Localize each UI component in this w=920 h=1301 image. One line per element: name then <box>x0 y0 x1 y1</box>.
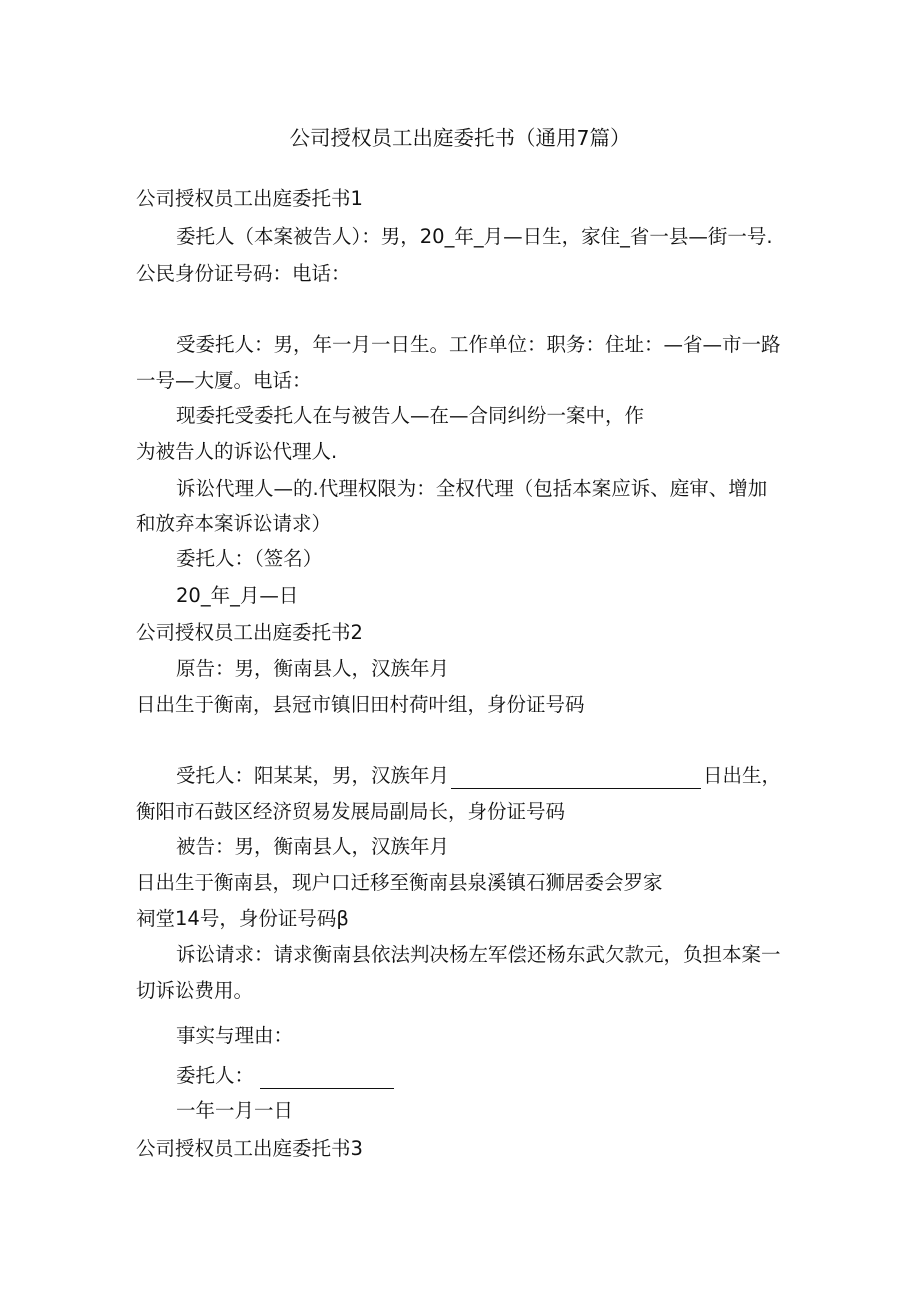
paragraph-line <box>176 763 781 789</box>
signature-line: 委托人：（签名） <box>176 547 323 570</box>
paragraph-line: 诉讼请求：请求衡南县依法判决杨左军偿还杨东武欠款元，负担本案一 <box>176 943 781 966</box>
section-heading-1: 公司授权员工出庭委托书1 <box>136 187 363 210</box>
paragraph-line: 祠堂14号，身份证号码β <box>136 907 349 930</box>
paragraph-line: 委托人（本案被告人）：男，20_年_月—日生，家住_省一县—街一号. <box>176 225 773 248</box>
section-heading-3: 公司授权员工出庭委托书3 <box>136 1137 363 1160</box>
paragraph-line: 现委托受委托人在与被告人—在—合同纠纷一案中，作 <box>176 404 645 427</box>
paragraph-line: 被告：男，衡南县人，汉族年月 <box>176 835 450 858</box>
paragraph-line: 受委托人：男，年一月一日生。工作单位：职务：住址：—省—市一路 <box>176 333 781 356</box>
date-line: 一年一月一日 <box>176 1099 294 1122</box>
paragraph-line: 日出生于衡南县，现户口迁移至衡南县泉溪镇石狮居委会罗家 <box>136 871 663 894</box>
blank-underline <box>451 768 701 789</box>
paragraph-line: 日出生于衡南，县冠市镇旧田村荷叶组，身份证号码 <box>136 693 585 716</box>
paragraph-text: 委托人： <box>176 1064 255 1087</box>
paragraph-text: 日出生， <box>703 764 782 787</box>
section-heading-2: 公司授权员工出庭委托书2 <box>136 621 363 644</box>
paragraph-line: 和放弃本案诉讼请求） <box>136 512 332 535</box>
paragraph-line: 原告：男，衡南县人，汉族年月 <box>176 657 450 680</box>
signature-blank <box>260 1068 394 1089</box>
paragraph-line: 公民身份证号码：电话： <box>136 262 351 285</box>
signature-line <box>176 1063 396 1089</box>
paragraph-line: 衡阳市石鼓区经济贸易发展局副局长，身份证号码 <box>136 800 566 823</box>
paragraph-line: 事实与理由： <box>176 1024 294 1047</box>
paragraph-line: 切诉讼费用。 <box>136 979 254 1002</box>
paragraph-line: 一号—大厦。电话： <box>136 369 312 392</box>
date-line: 20_年_月—日 <box>176 584 299 607</box>
paragraph-line: 为被告人的诉讼代理人. <box>136 440 338 463</box>
paragraph-line: 诉讼代理人—的.代理权限为：全权代理（包括本案应诉、庭审、增加 <box>176 477 768 500</box>
paragraph-text: 受托人：阳某某，男，汉族年月 <box>176 764 450 787</box>
document-title: 公司授权员工出庭委托书（通用7篇） <box>289 126 631 150</box>
